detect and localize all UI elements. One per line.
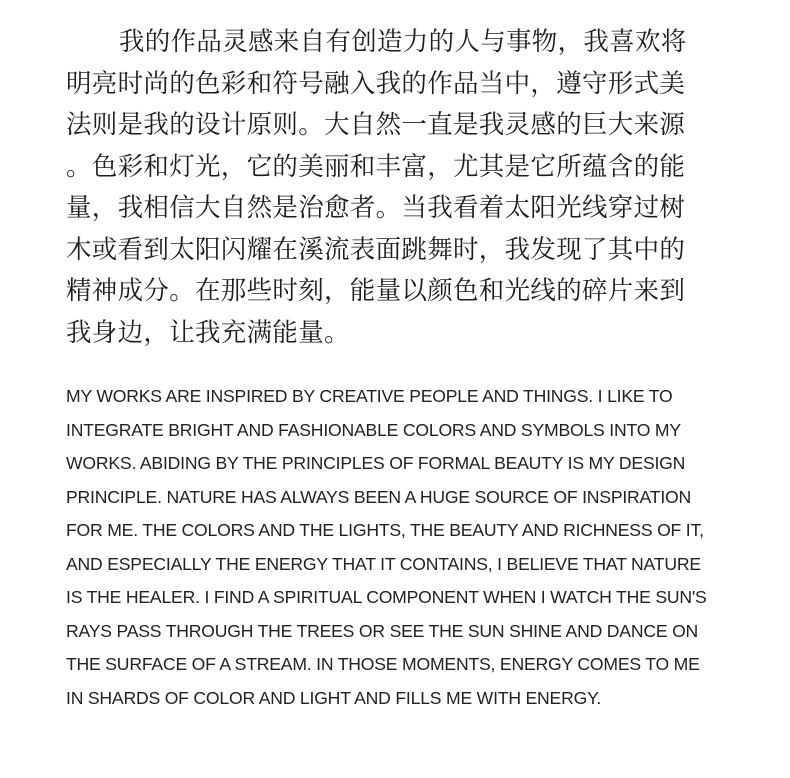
chinese-line-2: 明亮时尚的色彩和符号融入我的作品当中，遵守形式美 <box>66 68 686 99</box>
chinese-line-4: 。色彩和灯光，它的美丽和丰富，尤其是它所蕴含的能 <box>66 151 686 182</box>
english-line-2: INTEGRATE BRIGHT AND FASHIONABLE COLORS AND SYMBOLS INTO MY <box>66 419 681 440</box>
chinese-line-6: 木或看到太阳闪耀在溪流表面跳舞时，我发现了其中的 <box>66 234 686 265</box>
chinese-line-3: 法则是我的设计原则。大自然一直是我灵感的巨大来源 <box>66 110 686 140</box>
english-line-3: WORKS. ABIDING BY THE PRINCIPLES OF FORMAL BEAUTY IS MY DESIGN <box>66 453 686 473</box>
english-line-6: AND ESPECIALLY THE ENERGY THAT IT CONTAINS, I BELIEVE THAT NATURE <box>66 553 701 574</box>
chinese-line-5: 量，我相信大自然是治愈者。当我看着太阳光线穿过树 <box>66 193 686 223</box>
chinese-paragraph <box>66 22 726 354</box>
english-paragraph <box>66 380 746 715</box>
chinese-line-1: 我的作品灵感来自有创造力的人与事物，我喜欢将 <box>119 27 687 57</box>
english-line-8: RAYS PASS THROUGH THE TREES OR SEE THE SUN SHINE AND DANCE ON <box>66 620 699 641</box>
english-line-10: IN SHARDS OF COLOR AND LIGHT AND FILLS ME WITH ENERGY. <box>66 687 602 708</box>
english-line-9: THE SURFACE OF A STREAM. IN THOSE MOMENTS, ENERGY COMES TO ME <box>66 654 700 674</box>
english-line-5: FOR ME. THE COLORS AND THE LIGHTS, THE BEAUTY AND RICHNESS OF IT, <box>66 520 704 540</box>
chinese-line-7: 精神成分。在那些时刻，能量以颜色和光线的碎片来到 <box>66 276 686 306</box>
english-line-1: MY WORKS ARE INSPIRED BY CREATIVE PEOPLE AND THINGS. I LIKE TO <box>66 386 673 406</box>
english-line-7: IS THE HEALER. I FIND A SPIRITUAL COMPONENT WHEN I WATCH THE SUN'S <box>66 587 707 607</box>
chinese-line-8: 我身边，让我充满能量。 <box>66 317 350 348</box>
english-line-4: PRINCIPLE. NATURE HAS ALWAYS BEEN A HUGE SOURCE OF INSPIRATION <box>66 486 692 507</box>
